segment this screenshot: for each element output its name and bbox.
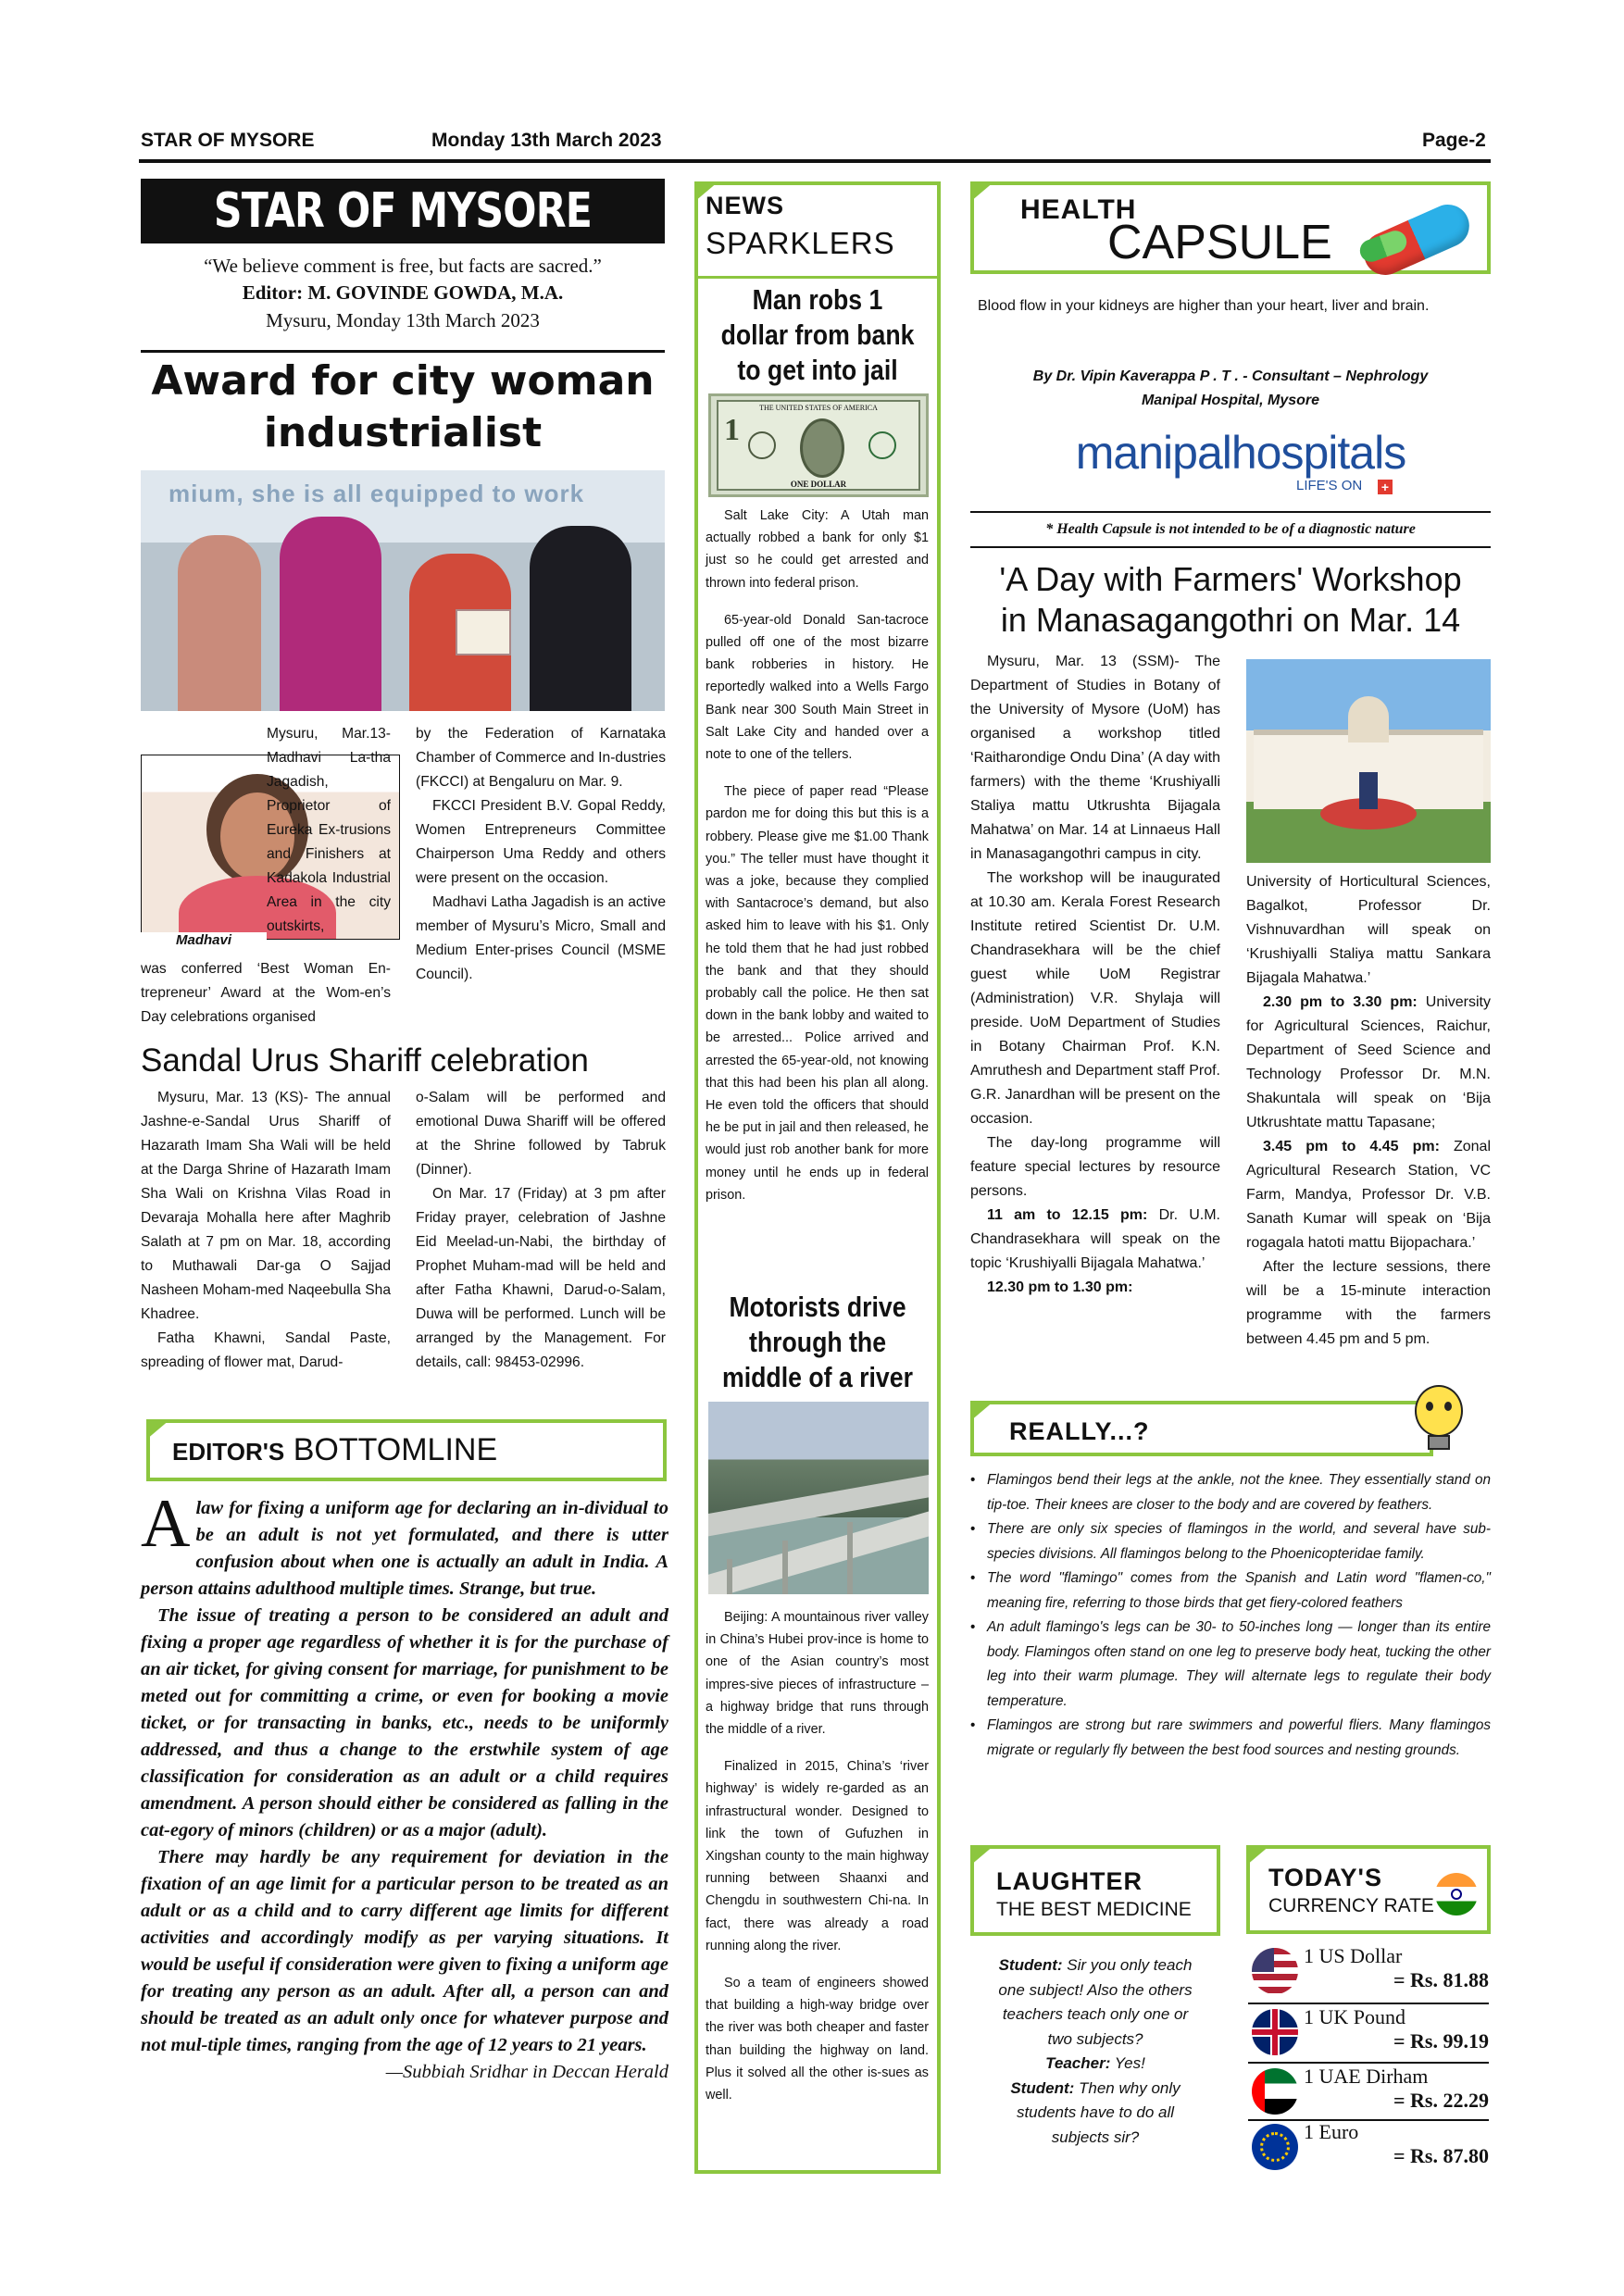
- news-s1-p1: Salt Lake City: A Utah man actually robbed a bank for only $1 just so he could get arrested and thrown into federal prison.: [706, 508, 929, 591]
- really-box: [970, 1401, 1433, 1456]
- lightbulb-icon: [1407, 1379, 1470, 1459]
- river-bridge-pillar-2: [782, 1541, 788, 1594]
- farmers-headline-2: in Manasagangothri on Mar. 14: [1000, 601, 1461, 639]
- madhavi-caption: Madhavi: [141, 932, 267, 948]
- editors-p2: The issue of treating a person to be considered an adult and fixing a proper age regardless of whether it is for the purchase of an air ticket, for giving consent for marriage, for punishment to be meted out for committing a crime, or even for booking a movie ticket, or for transacting in banks, etc., needs to be uniformly addressed, and thus a change to the erstwhile system of age classification for consideration as an adult or a child requires amendment. A person should either be considered as falling in the cat-egory of minors (children) or as a major (adult).: [141, 1605, 668, 1841]
- news-label-rule: [698, 276, 937, 279]
- editors-body: [141, 1486, 668, 2086]
- editors-p1: [141, 1486, 668, 1603]
- masthead-editor: Editor: M. GOVINDE GOWDA, M.A.: [242, 281, 564, 304]
- masthead-title: STAR OF MYSORE: [213, 183, 593, 239]
- masthead-motto: “We believe comment is free, but facts are sacred.”: [204, 255, 602, 277]
- health-byline: [970, 365, 1491, 413]
- bulb-base: [1428, 1435, 1450, 1450]
- really-item-1: • Flamingos bend their legs at the ankle, not the knee. They essentially stand on tip-toe. Their knees are closer to the body and are covered by feathers.: [970, 1468, 1491, 1517]
- bulb-glass: [1415, 1385, 1463, 1437]
- farmers-c1-p4: [970, 1204, 1220, 1276]
- farmers-c2-p4: After the lecture sessions, there will be a 15-minute interaction programme with the farmers between 4.45 pm and 5 pm.: [1246, 1259, 1491, 1347]
- really-label: REALLY...?: [1009, 1417, 1150, 1445]
- university-building-image: [1246, 659, 1491, 863]
- building-dome: [1348, 696, 1389, 742]
- dollar-seal-right: [868, 431, 896, 459]
- manipal-logo-1: manipal: [1075, 427, 1231, 479]
- news-s1-p2: 65-year-old Donald San-tacroce pulled off one of the most bizarre bank robberies in history. He reportedly walked into a Wells Fargo Bank near 300 South Main Street in Salt Lake City and handed over a note to one of the tellers.: [706, 612, 929, 763]
- rate-row-aed: [1248, 2065, 1489, 2113]
- rate-usd-name: 1 US Dollar: [1304, 1944, 1403, 1967]
- award-portrait-float: [141, 722, 267, 948]
- urus-col1-p1: Mysuru, Mar. 13 (KS)- The annual Jashne-e-Sandal Urus Shariff of Hazarath Imam Sha Wali will be held at the Darga Shrine of Hazarath Imam Sha Wali on Krishna Vilas Road in Devaraja Mohalla here after Maghrib Salath at 7 pm on Mar. 18, according to Muthawali Dar-ga O Sajjad Nasheen Moham-med Naqeebulla Sha Khadree.: [141, 1090, 391, 1322]
- editors-label: [172, 1432, 497, 1468]
- rate-divider-2: [1248, 2062, 1489, 2064]
- laughter-line-3: Then why only students have to do all subjects sir?: [1016, 2078, 1181, 2146]
- farmers-c2-p2: [1246, 991, 1491, 1135]
- rate-divider-1: [1248, 2003, 1489, 2004]
- farmers-c1-p2: The workshop will be inaugurated at 10.30 am. Kerala Forest Research Institute retired Scientist Dr. U.M. Chandrasekhara will be the chief guest while UoM Registrar (Administration) V.R. Shylaja will preside. UoM Department of Studies in Botany Chairman Prof. K.N. Amruthesh and Department staff Prof. G.R. Janardhan will be present on the occasion.: [970, 870, 1220, 1127]
- rate-usd-value: = Rs. 81.88: [1393, 1968, 1489, 1991]
- farmers-c1-p4-time: 11 am to 12.15 pm:: [987, 1207, 1148, 1223]
- farmers-c2-p3: [1246, 1135, 1491, 1255]
- dollar-portrait: [800, 418, 844, 478]
- laughter-speaker-3: Student:: [1010, 2078, 1075, 2097]
- dollar-bill-top-text: THE UNITED STATES OF AMERICA: [759, 404, 878, 412]
- news-label-2: SPARKLERS: [706, 226, 895, 260]
- laughter-speaker-1: Student:: [998, 1956, 1063, 1974]
- award-col2: [416, 722, 666, 987]
- really-list: [970, 1468, 1491, 1763]
- farmers-c2-p3-time: 3.45 pm to 4.45 pm:: [1263, 1139, 1440, 1154]
- laughter-label-1: LAUGHTER: [996, 1867, 1143, 1895]
- dollar-numeral: 1: [724, 413, 740, 447]
- health-label-2: CAPSULE: [1107, 216, 1332, 269]
- farmers-c1-p1: Mysuru, Mar. 13 (SSM)- The Department of Studies in Botany of the University of Mysore (UoM) has organised a workshop titled ‘Raitharondige Ondu Dina’ (A day with farmers) with the theme ‘Krushiyalli Staliya mattu Utkrushta Bijagala Mahatwa’ on Mar. 14 at Linnaeus Hall in Manasagangothri campus in city.: [970, 654, 1220, 862]
- dollar-bill-image: [708, 393, 929, 497]
- health-byline-1: By Dr. Vipin Kaverappa P . T . - Consultant – Nephrology: [1032, 368, 1429, 384]
- farmers-c2-p2-time: 2.30 pm to 3.30 pm:: [1263, 994, 1418, 1010]
- rate-aed-value: = Rs. 22.29: [1393, 2089, 1489, 2112]
- currency-label-1: TODAY'S: [1268, 1864, 1382, 1891]
- news-label-1: NEWS: [706, 192, 784, 219]
- pill-icon: [1352, 191, 1491, 274]
- river-bridge-pillar-3: [847, 1522, 853, 1594]
- really-flag: [970, 1401, 994, 1421]
- header-page-number: Page-2: [1422, 130, 1486, 151]
- masthead-bar: [141, 179, 665, 243]
- manipal-plus-icon: +: [1378, 480, 1393, 494]
- farmers-headline: [970, 559, 1491, 641]
- manipal-tagline: LIFE'S ON: [1296, 478, 1363, 493]
- award-photo-person-1: [178, 535, 261, 711]
- award-certificate: [456, 609, 511, 655]
- news-h1: Man robs 1 dollar from bank to get into jail: [720, 283, 915, 386]
- laughter-line-1: Sir you only teach one subject! Also the others teachers teach only one or two subjects?: [998, 1956, 1193, 2048]
- laughter-flag: [970, 1845, 994, 1866]
- health-byline-2: Manipal Hospital, Mysore: [1141, 393, 1320, 408]
- urus-headline: Sandal Urus Shariff celebration: [141, 1042, 589, 1079]
- award-col2-p1: by the Federation of Karnataka Chamber of Commerce and In-dustries (FKCCI) at Bengaluru on Mar. 9.: [416, 726, 666, 790]
- india-flag-chakra: [1451, 1889, 1462, 1900]
- award-col1-top: [141, 722, 391, 944]
- rate-row-gbp: [1248, 2005, 1489, 2053]
- award-col1-text-a: Mysuru, Mar.13- Madhavi La-tha Jagadish, Proprietor of Eureka Ex-trusions and Finishers at Kadakola Industrial Area in the city outskirts,: [267, 726, 391, 934]
- editors-flag: [146, 1419, 170, 1440]
- farmers-col2: [1246, 870, 1491, 1352]
- farmers-c1-p4-text: Dr. U.M. Chandrasekhara will speak on the topic ‘Krushiyalli Bijagala Mahatwa.’: [970, 1207, 1220, 1271]
- urus-col1: [141, 1086, 391, 1375]
- award-col2-p2: FKCCI President B.V. Gopal Reddy, Women Entrepreneurs Committee Chairperson Uma Reddy and others were present on the occasion.: [416, 798, 666, 886]
- really-item-2: • There are only six species of flamingos in the world, and several have sub-species divisions. All flamingos belong to the Phoenicopteridae family.: [970, 1517, 1491, 1566]
- award-photo-backdrop-text: mium, she is all equipped to work: [169, 480, 585, 507]
- really-item-3: • The word "flamingo" comes from the Spanish and Latin word "flamen-co," meaning fire, referring to those birds that get fiery-colored feathers: [970, 1566, 1491, 1616]
- news-s2-p1: Beijing: A mountainous river valley in China’s Hubei prov-ince is home to one of the Asian country’s most impres-sive pieces of infrastructure – a highway bridge that runs through the middle of a river.: [706, 1610, 929, 1738]
- laughter-box: [970, 1845, 1220, 1936]
- fountain-statue: [1359, 772, 1378, 809]
- health-note: * Health Capsule is not intended to be of a diagnostic nature: [1045, 521, 1416, 537]
- health-label-1: HEALTH: [1020, 194, 1137, 225]
- award-photo-person-2: [280, 517, 381, 711]
- rate-row-usd: [1248, 1944, 1489, 1992]
- news-s1-p3: The piece of paper read “Please pardon me for doing this but this is a robbery. Please give me $1.00 Thank you.” The teller must have thought it was a joke, because they complied with Santacroce’s demand, but also asked him to leave with his $1. Only he told them that he had just robbed the bank and that they should probably call the police. He then sat down in the bank lobby and waited to be arrested... Police arrived and arrested the 65-year-old, not knowing that this had been his plan all along. He even told the officers that should he be put in jail and then released, he would just rob another bank for more money until he ends up in federal prison.: [706, 784, 929, 1203]
- laughter-label-2: THE BEST MEDICINE: [996, 1899, 1192, 1920]
- masthead-rule: [141, 350, 665, 353]
- currency-box: [1246, 1845, 1491, 1934]
- editors-label-bold: EDITOR'S: [172, 1438, 285, 1466]
- award-col2-p3: Madhavi Latha Jagadish is an active member of Mysuru’s Micro, Small and Medium Enter-prises Council (MSME Council).: [416, 894, 666, 982]
- urus-col2: [416, 1086, 666, 1375]
- currency-label-2: CURRENCY RATE: [1268, 1895, 1434, 1916]
- farmers-c2-p2-text: University for Agricultural Sciences, Raichur, Department of Seed Science and Technology Professor Dr. M.N. Shakuntala will speak on ‘Bija Utkrushtate mattu Tapasane;: [1246, 994, 1491, 1130]
- farmers-headline-1: 'A Day with Farmers' Workshop: [999, 560, 1462, 598]
- health-flag: [970, 181, 994, 202]
- editors-p3: There may hardly be any requirement for deviation in the fixation of an age limit for a particular person to be treated as an adult or as a child and to carry different age limits for different activities and accordingly modify as per varying situations. It would be useful if consideration were given to fixing a uniform age for treating any person as an adult. After all, a person can and should be treated as an adult only once for whatever purpose and not mul-tiple times, ranging from the age of 12 years to 21 years.: [141, 1847, 668, 2055]
- india-flag-icon: [1435, 1873, 1478, 1915]
- manipal-logo-2: hospitals: [1230, 427, 1406, 479]
- rate-eur-name: 1 Euro: [1304, 2120, 1359, 2143]
- laughter-speaker-2: Teacher:: [1045, 2054, 1111, 2072]
- farmers-c2-p3-text: Zonal Agricultural Research Station, VC Farm, Mandya, Professor Dr. V.B. Sanath Kumar will speak on ‘Bija rogagala hatoti mattu Bijopachara.’: [1246, 1139, 1491, 1251]
- news-h2: Motorists drive through the middle of a river: [722, 1291, 913, 1393]
- header-paper-name: STAR OF MYSORE: [141, 130, 315, 151]
- manipal-logo: [1056, 426, 1426, 480]
- editors-credit: —Subbiah Sridhar in Deccan Herald: [385, 2062, 668, 2082]
- editors-p1-text: law for fixing a uniform age for declaring an in-dividual to be an adult is not yet formulated, and there is utter confusion about when one is actually an adult in India. A person attains adulthood multiple times. Strange, but true.: [141, 1498, 668, 1599]
- masthead-dateline: Mysuru, Monday 13th March 2023: [266, 309, 540, 331]
- urus-col2-p2: On Mar. 17 (Friday) at 3 pm after Friday prayer, celebration of Jashne Eid Meelad-un-Nabi, the birthday of Prophet Muham-mad will be held and after Fatha Khawni, Darud-o-Salam, Duwa will be performed. Lunch will be arranged by the Management. For details, call: 98453-02996.: [416, 1186, 666, 1370]
- editors-bottomline-box: [146, 1419, 667, 1481]
- bulb-eye-left: [1426, 1402, 1433, 1411]
- really-item-5: • Flamingos are strong but rare swimmers and powerful fliers. Many flamingos migrate or regularly fly between the best food sources and nesting grounds.: [970, 1714, 1491, 1763]
- river-bridge-pillar-1: [727, 1559, 732, 1594]
- header-rule: [139, 159, 1491, 163]
- currency-flag: [1246, 1845, 1270, 1866]
- news-s2-p3: So a team of engineers showed that building a high-way bridge over the river was both cheaper and faster than building the highway on land. Plus it solved all the other is-sues as well.: [706, 1976, 929, 2103]
- farmers-c1-p3: The day-long programme will feature special lectures by resource persons.: [970, 1135, 1220, 1199]
- award-photo: [141, 470, 665, 711]
- health-fact: Blood flow in your kidneys are higher than your heart, liver and brain.: [978, 298, 1430, 314]
- really-item-4: • An adult flamingo's legs can be 30- to 50-inches long — longer than its entire body. Flamingos often stand on one leg to preserve body heat, tucking the other leg into their warm plumage. They will alternate legs to regulate their body temperature.: [970, 1616, 1491, 1714]
- health-note-rule: [970, 546, 1491, 548]
- editors-label-rest: BOTTOMLINE: [293, 1432, 498, 1467]
- bulb-eye-right: [1444, 1402, 1452, 1411]
- laughter-line-2: Yes!: [1114, 2054, 1145, 2072]
- farmers-c1-p5-time: 12.30 pm to 1.30 pm:: [987, 1279, 1133, 1295]
- farmers-c2-p1: University of Horticultural Sciences, Bagalkot, Professor Dr. Vishnuvardhan will speak on ‘Krushiyalli Staliya mattu Sankara Bijagala Mahatwa.’: [1246, 874, 1491, 986]
- rate-eur-value: = Rs. 87.80: [1393, 2144, 1489, 2167]
- rate-aed-name: 1 UAE Dirham: [1304, 2065, 1429, 2088]
- river-highway-image: [708, 1402, 929, 1594]
- news-story-2: [706, 1606, 929, 2121]
- rate-gbp-value: = Rs. 99.19: [1393, 2029, 1489, 2053]
- news-s2-p2: Finalized in 2015, China’s ‘river highway’ is widely re-garded as an infrastructural wonder. Designed to link the town of Gufuzhen in Xingshan county to the main highway running between Shaanxi and Chengdu in southwestern Chi-na. In fact, there was already a road running along the river.: [706, 1759, 929, 1953]
- editors-dropcap: A: [141, 1486, 191, 1562]
- farmers-c1-p5: [970, 1276, 1220, 1300]
- dollar-bill-bottom-text: ONE DOLLAR: [790, 480, 847, 489]
- dollar-seal-left: [748, 431, 776, 459]
- laughter-joke: [989, 1953, 1202, 2150]
- award-col1-bottom: was conferred ‘Best Woman En-trepreneur’ Award at the Wom-en’s Day celebrations organised: [141, 961, 391, 1025]
- urus-col2-p1: o-Salam will be performed and emotional Duwa Shariff will be offered at the Shrine followed by Tabruk (Dinner).: [416, 1090, 666, 1178]
- award-headline: Award for city woman industrialist: [151, 357, 655, 456]
- rate-row-eur: [1248, 2120, 1489, 2168]
- farmers-col1: [970, 650, 1220, 1300]
- health-rule: [970, 511, 1491, 513]
- urus-col1-p2: Fatha Khawni, Sandal Paste, spreading of flower mat, Darud-: [141, 1330, 391, 1370]
- award-photo-person-4: [530, 526, 631, 711]
- rate-gbp-name: 1 UK Pound: [1304, 2005, 1406, 2028]
- header-date: Monday 13th March 2023: [431, 130, 662, 151]
- news-story-1: [706, 505, 929, 1221]
